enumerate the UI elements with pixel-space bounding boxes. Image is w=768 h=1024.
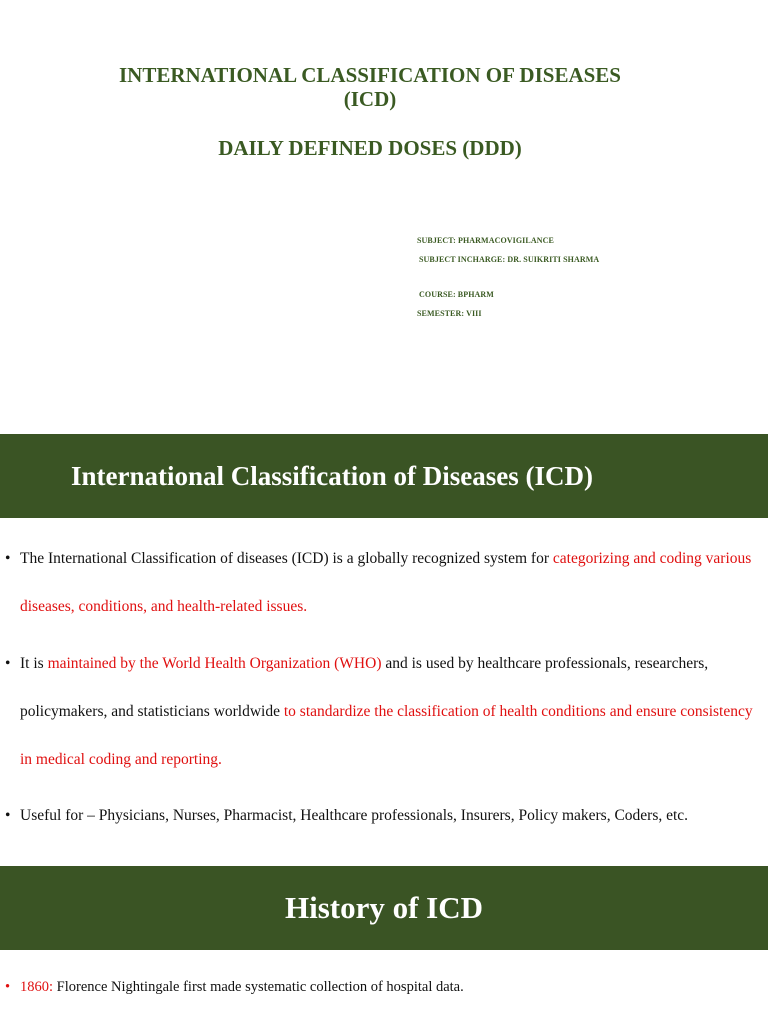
main-title-line1: INTERNATIONAL CLASSIFICATION OF DISEASES bbox=[119, 63, 621, 87]
list-item bbox=[0, 640, 768, 784]
bullet-text-plain: and is used by healthcare professionals, researchers, policymakers, and statisticians worldwide bbox=[20, 655, 709, 720]
bullet-dot: • bbox=[5, 979, 11, 995]
icd-heading-banner bbox=[0, 434, 768, 518]
bullet-text-plain: Useful for – Physicians, Nurses, Pharmacist, Healthcare professionals, Insurers, Policy makers, Coders, etc. bbox=[20, 807, 689, 824]
bullet-text bbox=[20, 792, 754, 840]
title-slide bbox=[0, 0, 768, 434]
bullet-text bbox=[20, 640, 754, 784]
bullet-dot: • bbox=[5, 550, 11, 567]
bullet-text-plain: It is bbox=[20, 655, 48, 672]
bullet-text-highlight: categorizing and coding various diseases, conditions, and health-related issues. bbox=[20, 550, 752, 615]
icd-heading: International Classification of Diseases (ICD) bbox=[71, 460, 593, 491]
semester-label: SEMESTER: VIII bbox=[417, 309, 482, 318]
history-text bbox=[20, 975, 464, 999]
main-subtitle: DAILY DEFINED DOSES (DDD) bbox=[218, 136, 522, 160]
course-label: COURSE: BPHARM bbox=[419, 290, 494, 299]
history-year: 1860: bbox=[20, 979, 54, 995]
subject-label: SUBJECT: PHARMACOVIGILANCE bbox=[417, 236, 554, 245]
bullet-dot: • bbox=[5, 807, 11, 824]
list-item bbox=[0, 535, 768, 631]
history-heading: History of ICD bbox=[284, 890, 484, 925]
bullet-text bbox=[20, 535, 754, 631]
main-title-line2: (ICD) bbox=[343, 87, 397, 111]
history-heading-banner bbox=[0, 866, 768, 950]
bullet-text-highlight: maintained by the World Health Organization (WHO) bbox=[47, 655, 382, 672]
list-item bbox=[0, 792, 768, 840]
bullet-text-highlight: to standardize the classification of health conditions and ensure consistency in medical coding and reporting. bbox=[20, 703, 753, 768]
bullet-dot: • bbox=[5, 655, 11, 672]
incharge-label: SUBJECT INCHARGE: DR. SUIKRITI SHARMA bbox=[419, 255, 600, 264]
history-description: Florence Nightingale first made systematic collection of hospital data. bbox=[53, 979, 464, 995]
bullet-text-plain: The International Classification of diseases (ICD) is a globally recognized system for bbox=[20, 550, 553, 567]
